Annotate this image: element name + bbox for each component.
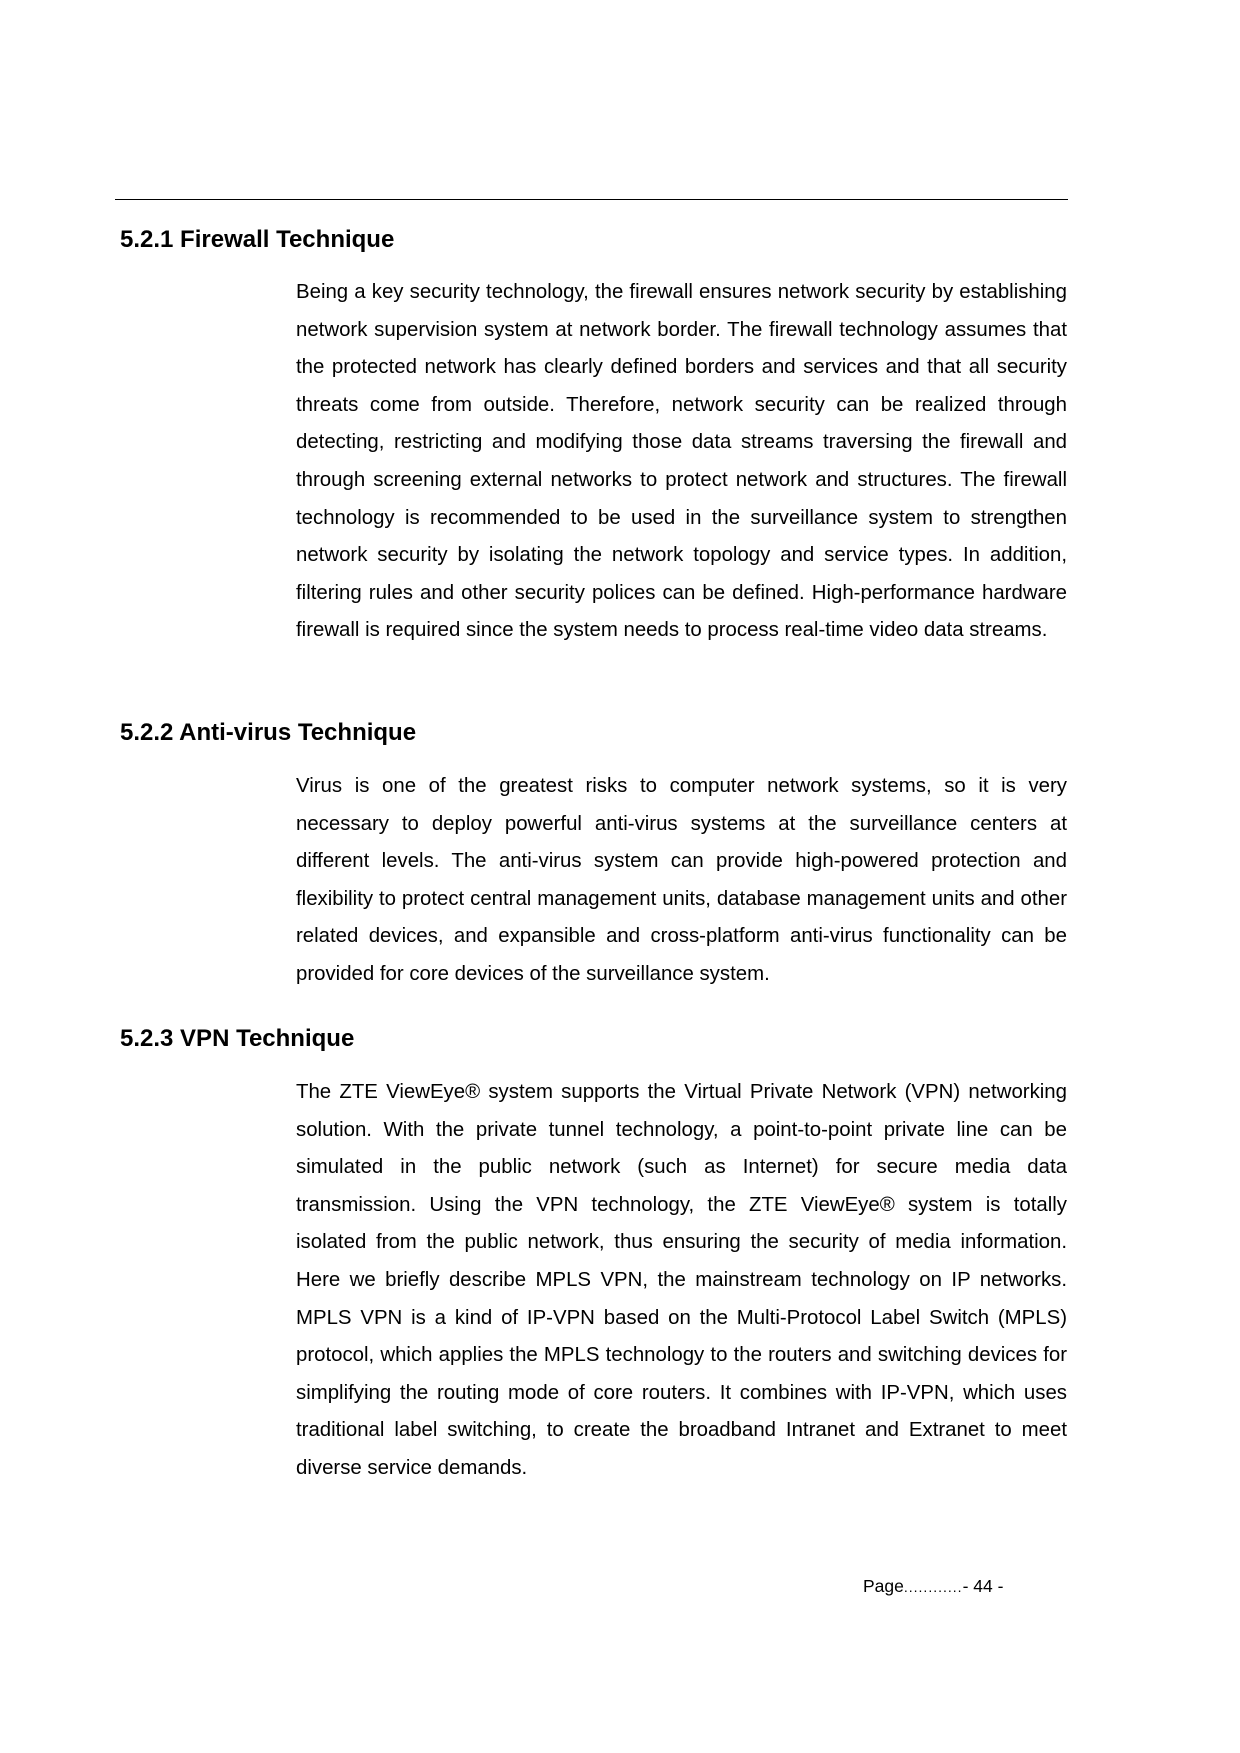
section-heading: 5.2.1 Firewall Technique xyxy=(120,226,395,253)
section-heading: 5.2.2 Anti-virus Technique xyxy=(120,719,417,746)
header-rule xyxy=(115,199,1068,200)
page-dots: ............ xyxy=(903,1579,963,1595)
page-number: - 44 - xyxy=(962,1576,1004,1596)
section-body: The ZTE ViewEye® system supports the Virtual Private Network (VPN) networking solution. With the private tunnel technology, a point-to-point private line can be simulated in the public network (such as Internet) for secure media data transmission. Using the VPN technology, the ZTE ViewEye® system is totally isolated from the public network, thus ensuring the security of media information. Here we briefly describe MPLS VPN, the mainstream technology on IP networks. MPLS VPN is a kind of IP-VPN based on the Multi-Protocol Label Switch (MPLS) protocol, which applies the MPLS technology to the routers and switching devices for simplifying the routing mode of core routers. It combines with IP-VPN, which uses traditional label switching, to create the broadband Intranet and Extranet to meet diverse service demands. xyxy=(296,1081,1067,1479)
section-body: Being a key security technology, the firewall ensures network security by establishing network supervision system at network border. The firewall technology assumes that the protected network has clearly defined borders and services and that all security threats come from outside. Therefore, network security can be realized through detecting, restricting and modifying those data streams traversing the firewall and through screening external networks to protect network and structures. The firewall technology is recommended to be used in the surveillance system to strengthen network security by isolating the network topology and service types. In addition, filtering rules and other security polices can be defined. High-performance hardware firewall is required since the system needs to process real-time video data streams. xyxy=(296,281,1067,642)
section-heading: 5.2.3 VPN Technique xyxy=(120,1025,355,1052)
page-label: Page xyxy=(863,1576,904,1596)
section-body: Virus is one of the greatest risks to computer network systems, so it is very necessary to deploy powerful anti-virus systems at the surveillance centers at different levels. The anti-virus system can provide high-powered protection and flexibility to protect central management units, database management units and other related devices, and expansible and cross-platform anti-virus functionality can be provided for core devices of the surveillance system. xyxy=(296,775,1067,985)
page-footer xyxy=(863,1575,1003,1598)
